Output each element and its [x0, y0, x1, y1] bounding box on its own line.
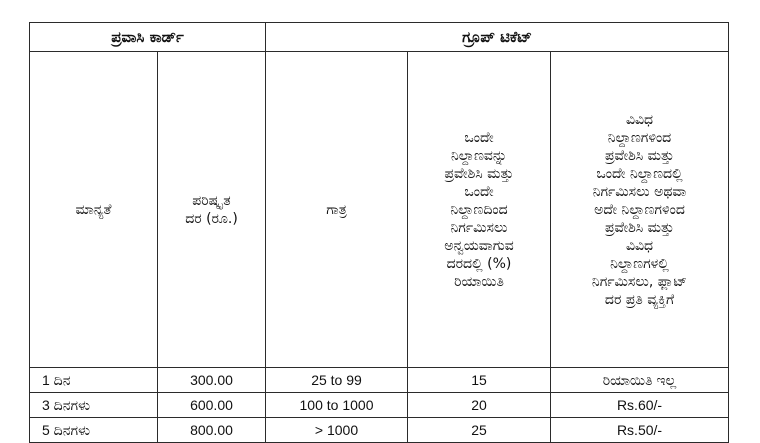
tourist-card-header: ಪ್ರವಾಸಿ ಕಾರ್ಡ್ [30, 23, 266, 52]
discount-cell: 20 [408, 393, 551, 418]
fare-cell: 300.00 [158, 368, 266, 393]
column-header-row [30, 52, 729, 368]
flat-cell: Rs.50/- [551, 418, 729, 443]
fare-cell: 800.00 [158, 418, 266, 443]
table-row [30, 368, 729, 393]
group-header-row [30, 23, 729, 52]
table-row [30, 393, 729, 418]
size-header [266, 52, 408, 368]
different-station-flat-header-text: ವಿವಿಧ ನಿಲ್ದಾಣಗಳಿಂದ ಪ್ರವೇಶಿಸಿ ಮತ್ತು ಒಂದೇ ನಿಲ್ದಾಣದಲ್ಲಿ ನಿರ್ಗಮಿಸಲು ಅಥವಾ ಅದೇ ನಿಲ್ದಾಣಗಳಿಂದ ಪ್ರವೇಶಿಸಿ ಮತ್ತು ವಿವಿಧ ನಿಲ್ದಾಣಗಳಲ್ಲಿ ನಿರ್ಗಮಿಸಲು, ಫ್ಲಾಟ್ ದರ ಪ್ರತಿ ವ್ಯಕ್ತಿಗೆ [591, 111, 688, 308]
flat-cell: Rs.60/- [551, 393, 729, 418]
size-cell: 100 to 1000 [266, 393, 408, 418]
flat-cell: ರಿಯಾಯಿತಿ ಇಲ್ಲ [551, 368, 729, 393]
group-ticket-header: ಗ್ರೂಪ್ ಟಿಕೆಟ್ [266, 23, 729, 52]
revised-fare-header-text: ಪರಿಷ್ಕೃತ ದರ (ರೂ.) [185, 192, 238, 227]
size-cell: 25 to 99 [266, 368, 408, 393]
validity-cell: 1 ದಿನ [30, 368, 158, 393]
size-header-text: ಗಾತ್ರ [326, 201, 347, 218]
validity-header-text: ಮಾನ್ಯತೆ [75, 201, 112, 218]
revised-fare-header [158, 52, 266, 368]
table-row [30, 418, 729, 443]
same-station-discount-header [408, 52, 551, 368]
size-cell: > 1000 [266, 418, 408, 443]
fare-table [29, 22, 729, 443]
validity-cell: 3 ದಿನಗಳು [30, 393, 158, 418]
validity-header [30, 52, 158, 368]
validity-cell: 5 ದಿನಗಳು [30, 418, 158, 443]
discount-cell: 25 [408, 418, 551, 443]
different-station-flat-header [551, 52, 729, 368]
discount-cell: 15 [408, 368, 551, 393]
fare-cell: 600.00 [158, 393, 266, 418]
same-station-discount-header-text: ಒಂದೇ ನಿಲ್ದಾಣವನ್ನು ಪ್ರವೇಶಿಸಿ ಮತ್ತು ಒಂದೇ ನಿಲ್ದಾಣದಿಂದ ನಿರ್ಗಮಿಸಲು ಅನ್ವಯವಾಗುವ ದರದಲ್ಲಿ (%) ರಿಯಾಯಿತಿ [444, 129, 514, 290]
